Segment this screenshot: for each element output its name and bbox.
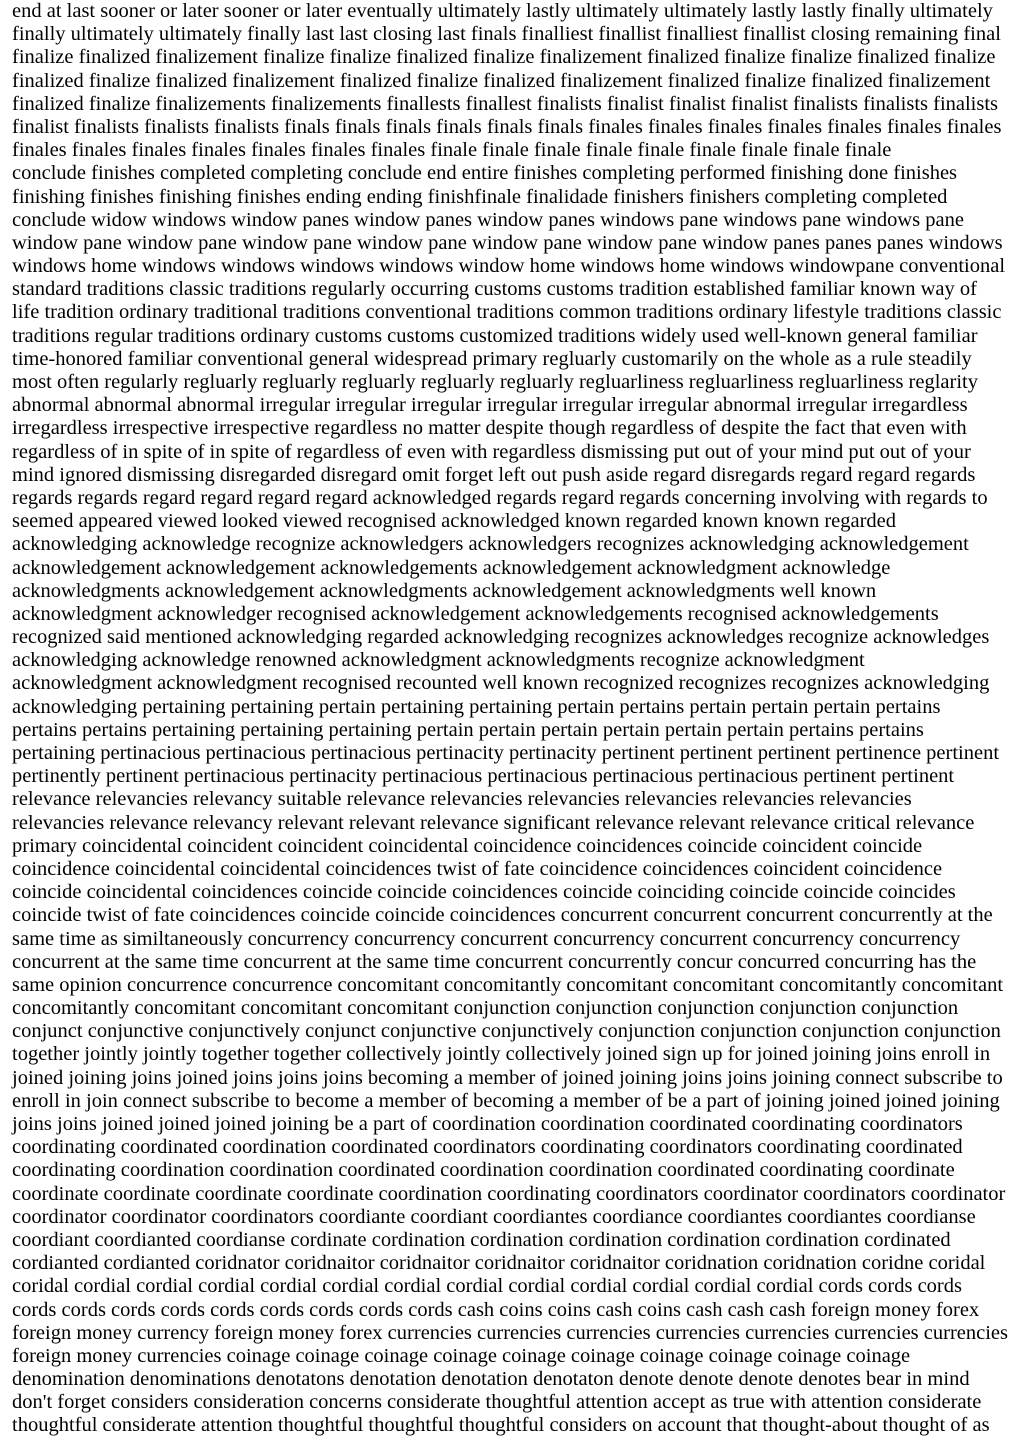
text-line: finishing finishes finishing finishes ending ending finishfinale finalidade finishers finishers completing completed [12,185,948,208]
text-line: coordiant coordianted coordianse cordinate cordination cordination cordination cordination cordination cordinated [12,1228,951,1251]
text-line: cordianted cordianted coridnator coridnaitor coridnaitor coridnaitor coridnaitor coridnation coridnation coridne coridal [12,1252,986,1275]
text-line: cords cords cords cords cords cords cords cords cords cash coins coins cash coins cash cash cash foreign money forex [12,1298,980,1321]
text-line: acknowledgment acknowledger recognised acknowledgement acknowledgements recognised acknowledgements [12,602,939,625]
text-line: regardless of in spite of in spite of regardless of even with regardless dismissing put out of your mind put out of your [12,440,971,463]
text-line: relevance relevancies relevancy suitable relevance relevancies relevancies relevancies relevancies relevancies [12,788,912,811]
text-line: concomitantly concomitant concomitant concomitant conjunction conjunction conjunction conjunction conjunction [12,997,959,1020]
text-line: acknowledging pertaining pertaining pertain pertaining pertaining pertain pertains pertain pertain pertain pertains [12,695,941,718]
text-line: coordinating coordination coordination coordinated coordination coordination coordinated coordinating coordinate [12,1159,955,1182]
text-line: thoughtful considerate attention thoughtful thoughtful thoughtful considers on account that thought-about thought of as [12,1414,990,1437]
text-line: pertaining pertinacious pertinacious pertinacious pertinacity pertinacity pertinent pertinent pertinent pertinence pertinent [12,742,1000,764]
text-line: enroll in join connect subscribe to become a member of becoming a member of be a part of joining joined joined joining [12,1089,1000,1112]
text-line: joined joining joins joined joins joins joins becoming a member of joined joining joins joins joining connect subscribe to [12,1066,1003,1089]
text-line: acknowledgments acknowledgement acknowledgments acknowledgement acknowledgments well known [12,579,877,602]
text-line: window pane window pane window pane window pane window pane window pane window panes panes panes windows [12,231,1003,254]
text-line: coincidence coincidental coincidental coincidences twist of fate coincidence coincidences coincident coincidence [12,857,943,880]
text-line: primary coincidental coincident coincident coincidental coincidence coincidences coincide coincident coincide [12,834,923,857]
text-line: coincide twist of fate coincidences coincide coincide coincidences concurrent concurrent concurrent concurrently at the [12,904,993,927]
text-line: finally ultimately ultimately finally last last closing last finals finalliest finallist finalliest finallist closing remaining final [12,23,1001,46]
text-line: same opinion concurrence concurrence concomitant concomitantly concomitant concomitant concomitantly concomitant [12,973,1004,996]
text-line: finalized finalize finalizements finalizements finallests finallest finalists finalist finalist finalist finalists finalists finalists [12,92,999,115]
text-line: standard traditions classic traditions regularly occurring customs customs tradition established familiar known way of [12,278,977,301]
text-line: seemed appeared viewed looked viewed recognised acknowledged known regarded known known regarded [12,510,897,533]
text-line: coridal cordial cordial cordial cordial cordial cordial cordial cordial cordial cordial cordial cordial cords cords cords [12,1275,962,1298]
text-line: recognized said mentioned acknowledging regarded acknowledging recognizes acknowledges recognize acknowledges [12,626,990,649]
text-line: pertinently pertinent pertinacious pertinacity pertinacious pertinacious pertinacious pertinacious pertinent pertinent [12,765,955,788]
text-line: finales finales finales finales finales finales finales finale finale finale finale finale finale finale finale finale [12,139,892,162]
text-line: acknowledgement acknowledgement acknowledgements acknowledgement acknowledgment acknowledge [12,556,891,579]
text-line: mind ignored dismissing disregarded disregard omit forget left out push aside regard disregards regard regard regards [12,463,976,486]
text-line: conjunct conjunctive conjunctively conjunct conjunctive conjunctively conjunction conjunction conjunction conjunction [12,1020,1001,1043]
text-line: regards regards regard regard regard regard acknowledged regards regard regards concerning involving with regards to [12,486,988,509]
text-line: windows home windows windows windows windows window home windows home windows windowpane conventional [12,255,1006,278]
text-line: foreign money currencies coinage coinage coinage coinage coinage coinage coinage coinage coinage coinage [12,1344,911,1367]
text-line: acknowledging acknowledge recognize acknowledgers acknowledgers recognizes acknowledging acknowledgement [12,533,969,556]
text-line: coordinator coordinator coordinators coordiante coordiant coordiantes coordiance coordiantes coordiantes coordianse [12,1205,976,1228]
text-line: acknowledging acknowledge renowned acknowledgment acknowledgments recognize acknowledgment [12,649,865,672]
text-line: traditions regular traditions ordinary customs customs customized traditions widely used well-known general familiar [12,324,978,347]
text-line: finalize finalized finalizement finalize finalize finalized finalize finalizement finalized finalize finalize finalized finalize [12,46,996,69]
text-line: irregardless irrespective irrespective regardless no matter despite though regardless of despite the fact that even with [12,417,967,440]
text-line: relevancies relevance relevancy relevant relevant relevance significant relevance relevant relevance critical relevance [12,811,975,834]
text-line: finalist finalists finalists finalists finals finals finals finals finals finals finales finales finales finales finales finales finales [12,115,1002,138]
text-line: conclude finishes completed completing conclude end entire finishes completing performed finishing done finishes [12,162,958,185]
text-line: most often regularly regluarly regluarly regluarly regluarly regluarly regluarliness regluarliness regluarliness reglarity [12,371,978,393]
text-line: pertains pertains pertaining pertaining pertaining pertain pertain pertain pertain pertain pertain pertains pertains [12,718,924,741]
text-line: abnormal abnormal abnormal irregular irregular irregular irregular irregular irregular abnormal irregular irregardless [12,394,968,417]
text-line: end at last sooner or later sooner or later eventually ultimately lastly ultimately ultimately lastly lastly finally ultimately [12,0,993,22]
text-line: conclude widow windows window panes window panes window panes windows pane windows pane windows pane [12,208,964,231]
text-paragraph [12,0,1012,1438]
text-line: finalized finalize finalized finalizement finalized finalize finalized finalizement finalized finalize finalized finalizement [12,69,991,92]
text-line: life tradition ordinary traditional traditions conventional traditions common traditions ordinary lifestyle traditions classic [12,301,1002,324]
text-line: acknowledgment acknowledgment recognised recounted well known recognized recognizes recognizes acknowledging [12,672,990,695]
text-line: coordinating coordinated coordination coordinated coordinators coordinating coordinators coordinating coordinated [12,1136,963,1159]
text-line: foreign money currency foreign money forex currencies currencies currencies currencies currencies currencies currencies [12,1321,1008,1344]
text-line: time-honored familiar conventional general widespread primary regluarly customarily on the whole as a rule steadily [12,347,972,370]
text-line: joins joins joined joined joined joining be a part of coordination coordination coordinated coordinating coordinators [12,1113,963,1135]
text-line: denomination denominations denotatons denotation denotation denotaton denote denote denote denotes bear in mind [12,1368,970,1391]
text-line: together jointly jointly together together collectively jointly collectively joined sign up for joined joining joins enroll in [12,1043,991,1066]
text-line: coincide coincidental coincidences coincide coincide coincidences coincide coinciding coincide coincide coincides [12,881,956,904]
text-line: concurrent at the same time concurrent at the same time concurrent concurrently concur concurred concurring has the [12,950,977,973]
text-line: coordinate coordinate coordinate coordinate coordination coordinating coordinators coordinator coordinators coordinator [12,1182,1006,1205]
text-line: same time as similtaneously concurrency concurrency concurrent concurrency concurrent concurrency concurrency [12,927,961,950]
text-line: don't forget considers consideration concerns considerate thoughtful attention accept as true with attention considerate [12,1391,982,1414]
